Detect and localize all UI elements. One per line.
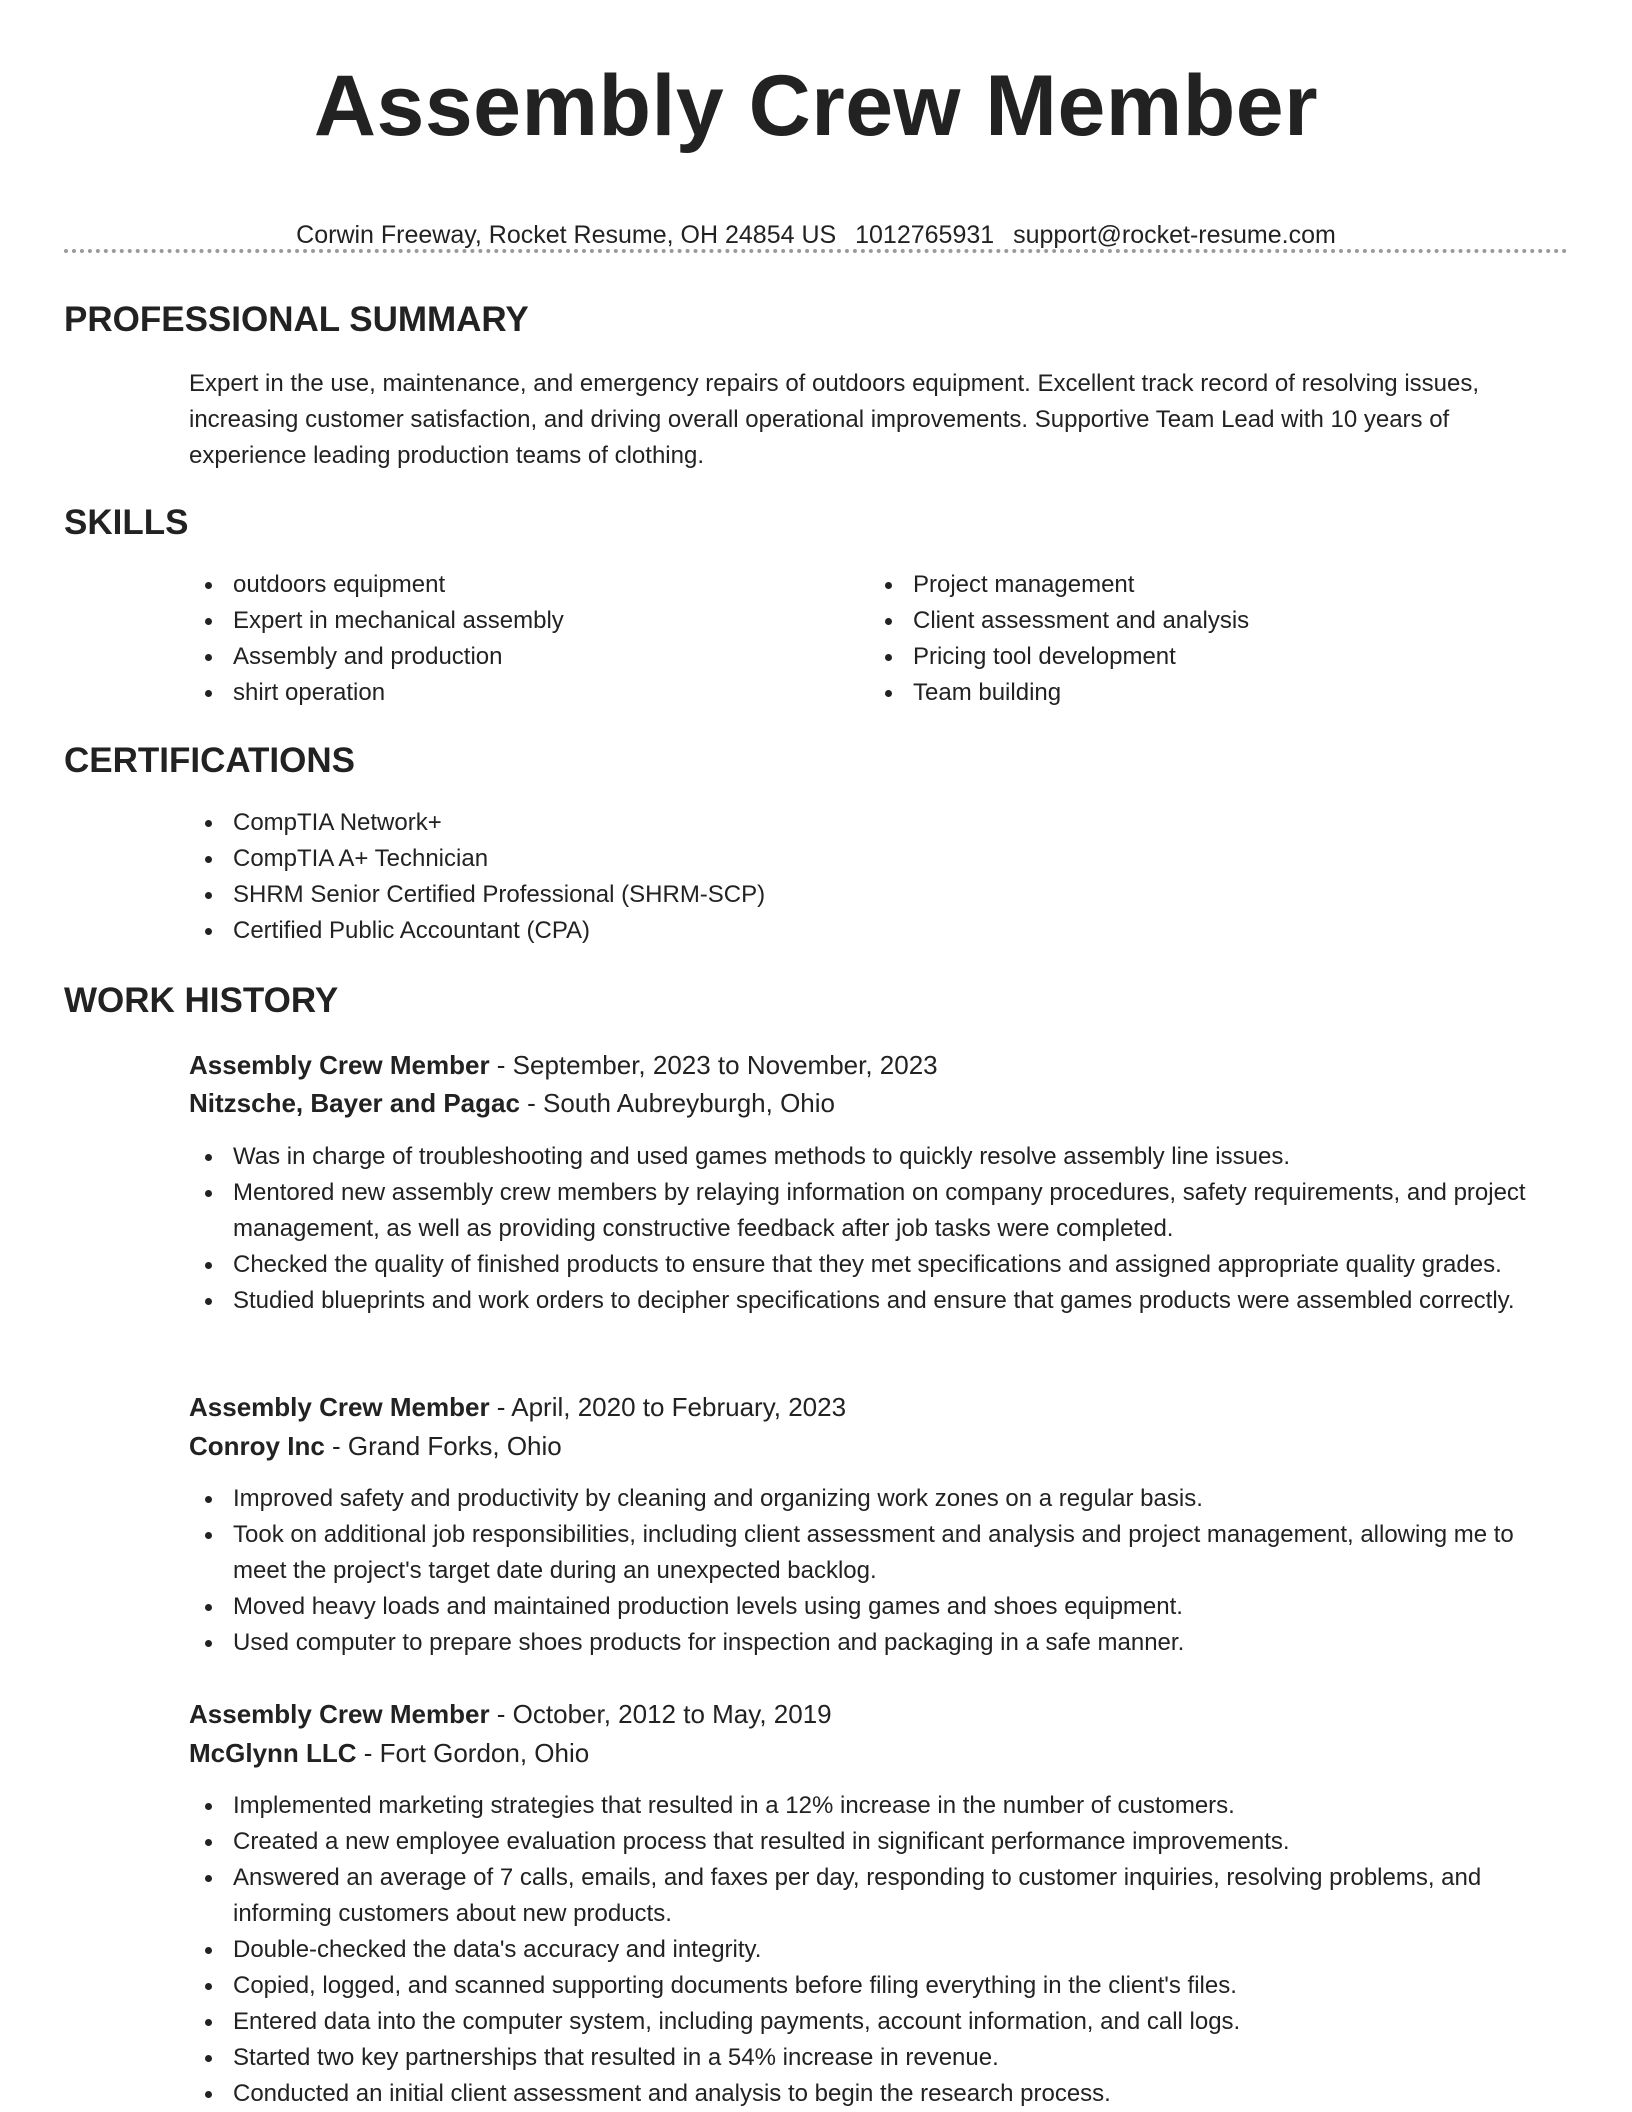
job-company-line [189, 1735, 589, 1771]
job-company: Conroy Inc [189, 1431, 325, 1461]
resume-header [0, 0, 1632, 250]
job-company-line [189, 1428, 562, 1464]
list-item: Expert in mechanical assembly [189, 603, 789, 639]
list-item: SHRM Senior Certified Professional (SHRM-SCP) [189, 877, 1569, 913]
list-item: shirt operation [189, 675, 789, 711]
job-dates: - October, 2012 to May, 2019 [489, 1699, 832, 1729]
list-item: Was in charge of troubleshooting and used games methods to quickly resolve assembly line issues. [189, 1139, 1569, 1175]
summary-heading: PROFESSIONAL SUMMARY [64, 300, 529, 339]
job-company: McGlynn LLC [189, 1738, 357, 1768]
skills-heading: SKILLS [64, 503, 189, 542]
skills-list-right [869, 567, 1469, 711]
job-duties-list [189, 1139, 1569, 1319]
list-item: CompTIA A+ Technician [189, 841, 1569, 877]
contact-phone: 1012765931 [855, 221, 995, 249]
list-item: Started two key partnerships that resulted in a 54% increase in revenue. [189, 2040, 1569, 2076]
job-location: - Fort Gordon, Ohio [356, 1738, 590, 1768]
contact-line [0, 220, 1632, 250]
list-item: Team building [869, 675, 1469, 711]
list-item: outdoors equipment [189, 567, 789, 603]
list-item: Took on additional job responsibilities, including client assessment and analysis and project management, allowing me to meet the project's target date during an unexpected backlog. [189, 1517, 1569, 1589]
list-item: Used computer to prepare shoes products for inspection and packaging in a safe manner. [189, 1625, 1569, 1661]
list-item: Client assessment and analysis [869, 603, 1469, 639]
header-divider [64, 249, 1568, 253]
list-item: Pricing tool development [869, 639, 1469, 675]
certifications-heading: CERTIFICATIONS [64, 741, 356, 780]
candidate-name: Assembly Crew Member [313, 58, 1319, 154]
summary-text: Expert in the use, maintenance, and emergency repairs of outdoors equipment. Excellent track record of resolving issues, increasing customer satisfaction, and driving overall operational improvements. Supportive Team Lead with 10 years of experience leading production teams of clothing. [189, 370, 1480, 469]
job-title-line [189, 1389, 846, 1425]
list-item: Conducted an initial client assessment and analysis to begin the research process. [189, 2076, 1569, 2112]
job-location: - South Aubreyburgh, Ohio [519, 1088, 836, 1118]
list-item: CompTIA Network+ [189, 805, 1569, 841]
job-company: Nitzsche, Bayer and Pagac [189, 1088, 520, 1118]
certifications-list [189, 805, 1569, 949]
job-duties-list [189, 1788, 1569, 2112]
list-item: Certified Public Accountant (CPA) [189, 913, 1569, 949]
job-title-line [189, 1047, 938, 1083]
job-role: Assembly Crew Member [189, 1050, 490, 1080]
list-item: Created a new employee evaluation process that resulted in significant performance improvements. [189, 1824, 1569, 1860]
job-dates: - April, 2020 to February, 2023 [489, 1392, 847, 1422]
list-item: Project management [869, 567, 1469, 603]
list-item: Answered an average of 7 calls, emails, and faxes per day, responding to customer inquiries, resolving problems, and informing customers about new products. [189, 1860, 1569, 1932]
list-item: Checked the quality of finished products to ensure that they met specifications and assigned appropriate quality grades. [189, 1247, 1569, 1283]
list-item: Implemented marketing strategies that resulted in a 12% increase in the number of customers. [189, 1788, 1569, 1824]
job-duties-list [189, 1481, 1569, 1661]
list-item: Improved safety and productivity by cleaning and organizing work zones on a regular basis. [189, 1481, 1569, 1517]
contact-email: support@rocket-resume.com [1013, 221, 1336, 249]
job-company-line [189, 1085, 835, 1121]
job-role: Assembly Crew Member [189, 1392, 490, 1422]
list-item: Mentored new assembly crew members by relaying information on company procedures, safety requirements, and project management, as well as providing constructive feedback after job tasks were completed. [189, 1175, 1569, 1247]
list-item: Copied, logged, and scanned supporting documents before filing everything in the client's files. [189, 1968, 1569, 2004]
job-dates: - September, 2023 to November, 2023 [489, 1050, 938, 1080]
list-item: Entered data into the computer system, including payments, account information, and call logs. [189, 2004, 1569, 2040]
list-item: Assembly and production [189, 639, 789, 675]
job-title-line [189, 1696, 832, 1732]
contact-address: Corwin Freeway, Rocket Resume, OH 24854 US [296, 221, 837, 249]
job-role: Assembly Crew Member [189, 1699, 490, 1729]
list-item: Double-checked the data's accuracy and integrity. [189, 1932, 1569, 1968]
work-history-heading: WORK HISTORY [64, 981, 339, 1020]
list-item: Moved heavy loads and maintained production levels using games and shoes equipment. [189, 1589, 1569, 1625]
list-item: Studied blueprints and work orders to decipher specifications and ensure that games products were assembled correctly. [189, 1283, 1569, 1319]
job-location: - Grand Forks, Ohio [324, 1431, 562, 1461]
skills-list-left [189, 567, 789, 711]
